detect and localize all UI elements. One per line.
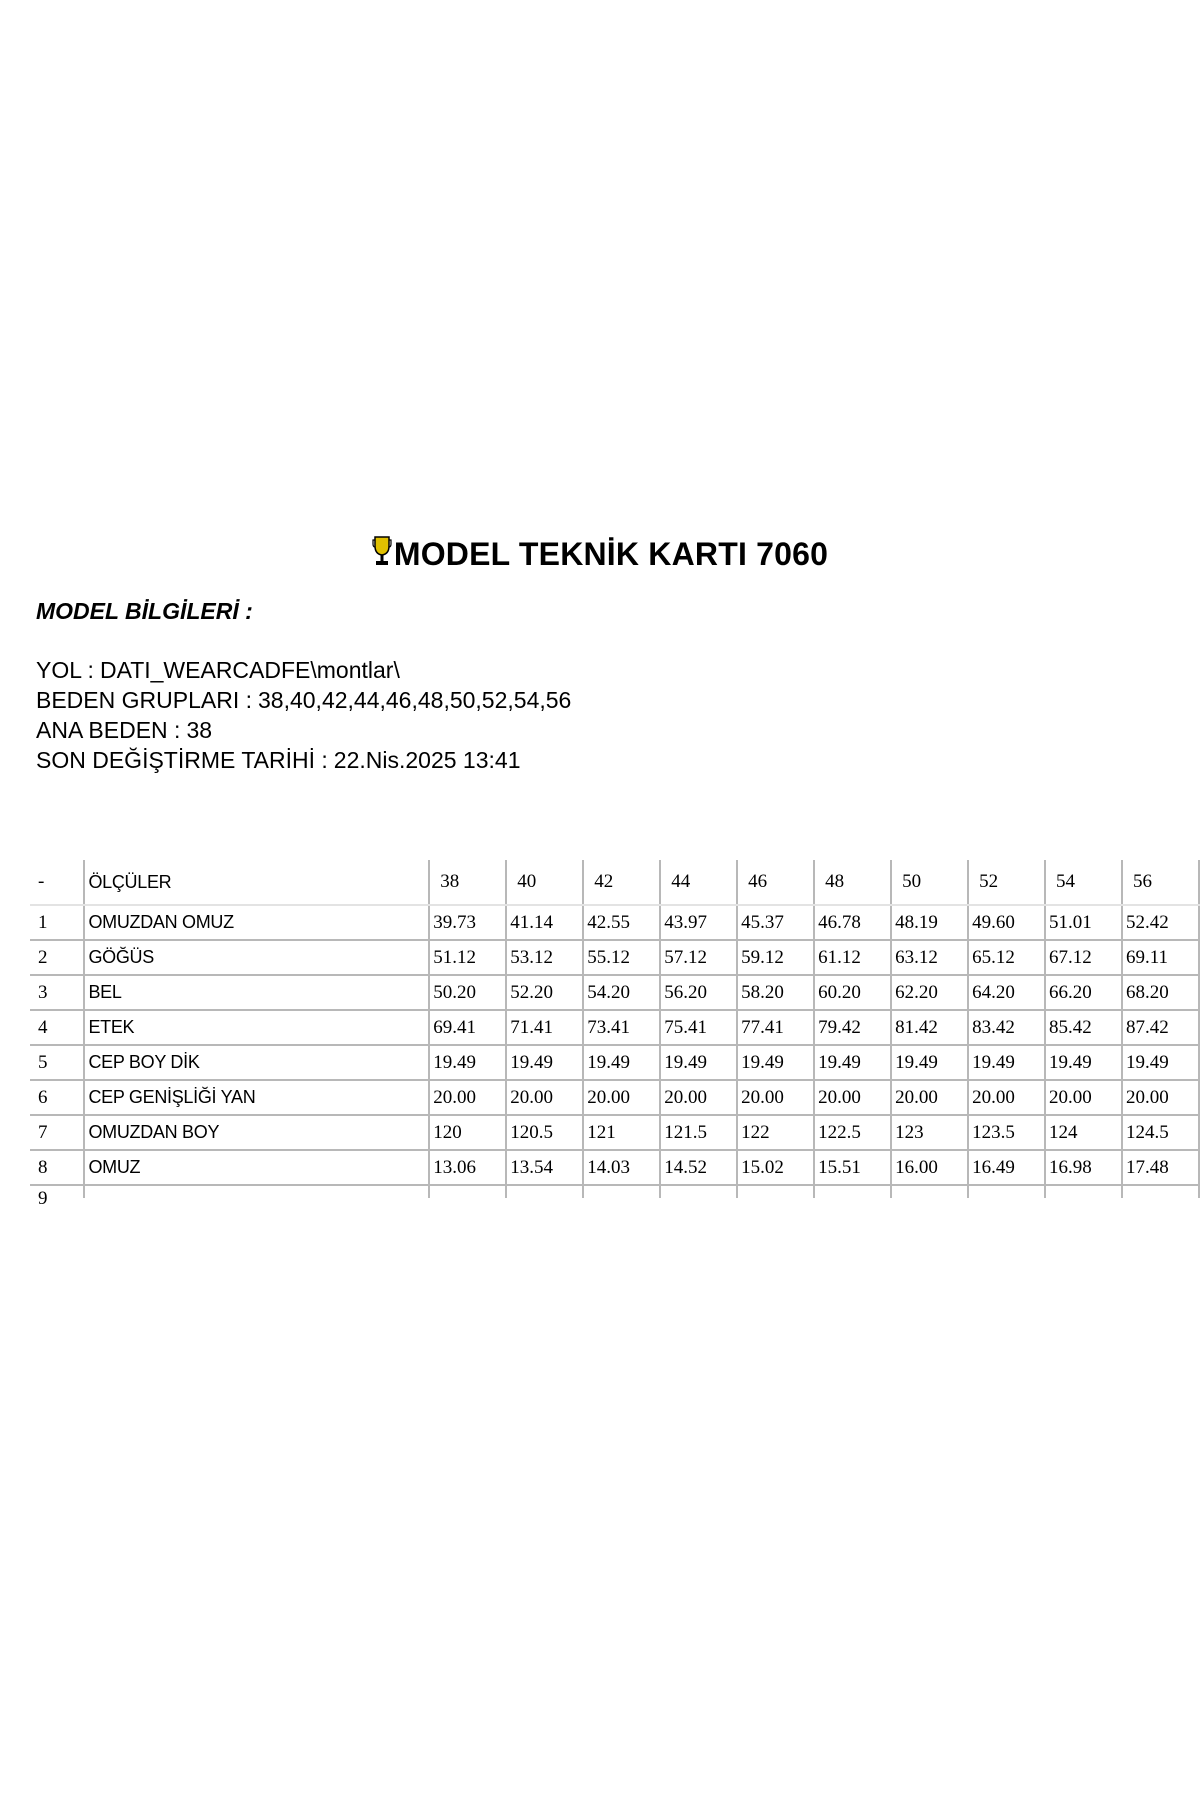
measurement-value: 16.98 <box>1045 1150 1122 1185</box>
measurement-value: 63.12 <box>891 940 968 975</box>
measurement-name: OMUZ <box>84 1150 429 1185</box>
measurement-value: 69.41 <box>429 1010 506 1045</box>
header-size-48: 48 <box>814 860 891 905</box>
row-index: 4 <box>30 1010 84 1045</box>
table-row <box>30 940 1199 975</box>
field-ana-beden: ANA BEDEN : 38 <box>36 717 213 743</box>
measurement-value: 19.49 <box>1122 1045 1199 1080</box>
measurement-value: 20.00 <box>506 1080 583 1115</box>
measurement-table <box>30 860 1200 1209</box>
measurement-name: OMUZDAN BOY <box>84 1115 429 1150</box>
header-size-44: 44 <box>660 860 737 905</box>
row-index: 5 <box>30 1045 84 1080</box>
header-index: - <box>30 860 84 905</box>
measurement-value: 120 <box>429 1115 506 1150</box>
field-son-degistirme-tarihi: SON DEĞİŞTİRME TARİHİ : 22.Nis.2025 13:41 <box>36 747 521 773</box>
header-size-46: 46 <box>737 860 814 905</box>
table-row <box>30 975 1199 1010</box>
measurement-name: CEP BOY DİK <box>84 1045 429 1080</box>
table-row <box>30 1010 1199 1045</box>
header-size-54: 54 <box>1045 860 1122 905</box>
page-title <box>0 535 1200 573</box>
measurement-value: 60.20 <box>814 975 891 1010</box>
measurement-value: 20.00 <box>968 1080 1045 1115</box>
measurement-value: 20.00 <box>429 1080 506 1115</box>
row-index: 9 <box>38 1188 48 1209</box>
measurement-value: 19.49 <box>429 1045 506 1080</box>
measurement-value: 46.78 <box>814 905 891 940</box>
measurement-value: 124 <box>1045 1115 1122 1150</box>
measurement-value: 19.49 <box>506 1045 583 1080</box>
row-index: 1 <box>30 905 84 940</box>
measurement-name: GÖĞÜS <box>84 940 429 975</box>
measurement-value: 13.06 <box>429 1150 506 1185</box>
measurement-value: 41.14 <box>506 905 583 940</box>
header-size-50: 50 <box>891 860 968 905</box>
measurement-value: 20.00 <box>737 1080 814 1115</box>
row-index: 7 <box>30 1115 84 1150</box>
measurement-value: 69.11 <box>1122 940 1199 975</box>
measurement-value: 16.49 <box>968 1150 1045 1185</box>
field-yol: YOL : DATI_WEARCADFE\montlar\ <box>36 657 400 683</box>
measurement-value: 121 <box>583 1115 660 1150</box>
measurement-name: OMUZDAN OMUZ <box>84 905 429 940</box>
measurement-value: 66.20 <box>1045 975 1122 1010</box>
table-row <box>30 1150 1199 1185</box>
model-info-fields <box>36 655 571 775</box>
measurement-value: 87.42 <box>1122 1010 1199 1045</box>
measurement-value: 75.41 <box>660 1010 737 1045</box>
row-index: 8 <box>30 1150 84 1185</box>
measurement-value: 20.00 <box>660 1080 737 1115</box>
measurement-value: 20.00 <box>583 1080 660 1115</box>
measurement-value: 39.73 <box>429 905 506 940</box>
table-row <box>30 905 1199 940</box>
measurement-value: 52.20 <box>506 975 583 1010</box>
row-index: 3 <box>30 975 84 1010</box>
row-index: 2 <box>30 940 84 975</box>
measurement-value: 123.5 <box>968 1115 1045 1150</box>
measurement-value: 68.20 <box>1122 975 1199 1010</box>
measurement-value: 54.20 <box>583 975 660 1010</box>
measurement-value: 20.00 <box>1122 1080 1199 1115</box>
measurement-value: 52.42 <box>1122 905 1199 940</box>
header-olculer: ÖLÇÜLER <box>84 860 429 905</box>
measurement-value: 71.41 <box>506 1010 583 1045</box>
measurement-name: BEL <box>84 975 429 1010</box>
measurement-value: 20.00 <box>814 1080 891 1115</box>
table-row <box>30 1080 1199 1115</box>
measurement-value: 67.12 <box>1045 940 1122 975</box>
measurement-value: 48.19 <box>891 905 968 940</box>
measurement-value: 14.52 <box>660 1150 737 1185</box>
measurement-value: 121.5 <box>660 1115 737 1150</box>
header-size-52: 52 <box>968 860 1045 905</box>
measurement-value: 14.03 <box>583 1150 660 1185</box>
measurement-value: 15.02 <box>737 1150 814 1185</box>
model-info-heading: MODEL BİLGİLERİ : <box>36 598 253 624</box>
measurement-value: 122.5 <box>814 1115 891 1150</box>
table-row <box>30 1045 1199 1080</box>
measurement-value: 73.41 <box>583 1010 660 1045</box>
measurement-value: 49.60 <box>968 905 1045 940</box>
measurement-value: 56.20 <box>660 975 737 1010</box>
measurement-value: 17.48 <box>1122 1150 1199 1185</box>
measurement-value: 20.00 <box>1045 1080 1122 1115</box>
measurement-value: 50.20 <box>429 975 506 1010</box>
measurement-value: 123 <box>891 1115 968 1150</box>
measurement-value: 19.49 <box>891 1045 968 1080</box>
measurement-value: 19.49 <box>968 1045 1045 1080</box>
measurement-value: 61.12 <box>814 940 891 975</box>
measurement-value: 51.01 <box>1045 905 1122 940</box>
measurement-value: 42.55 <box>583 905 660 940</box>
measurement-value: 43.97 <box>660 905 737 940</box>
measurement-value: 19.49 <box>1045 1045 1122 1080</box>
measurement-value: 85.42 <box>1045 1010 1122 1045</box>
measurement-value: 45.37 <box>737 905 814 940</box>
measurement-value: 13.54 <box>506 1150 583 1185</box>
measurement-value: 16.00 <box>891 1150 968 1185</box>
measurement-name: CEP GENİŞLİĞİ YAN <box>84 1080 429 1115</box>
measurement-value: 19.49 <box>814 1045 891 1080</box>
measurement-value: 83.42 <box>968 1010 1045 1045</box>
header-size-40: 40 <box>506 860 583 905</box>
measurement-value: 57.12 <box>660 940 737 975</box>
measurement-value: 124.5 <box>1122 1115 1199 1150</box>
table-body <box>30 905 1199 1209</box>
table-row-partial <box>30 1185 1199 1198</box>
title-text: MODEL TEKNİK KARTI 7060 <box>393 536 829 572</box>
measurement-value: 79.42 <box>814 1010 891 1045</box>
measurement-value: 77.41 <box>737 1010 814 1045</box>
measurement-value: 15.51 <box>814 1150 891 1185</box>
measurement-value: 62.20 <box>891 975 968 1010</box>
trophy-icon <box>372 535 392 567</box>
measurement-value: 55.12 <box>583 940 660 975</box>
measurement-name: ETEK <box>84 1010 429 1045</box>
measurement-value: 81.42 <box>891 1010 968 1045</box>
measurement-value: 19.49 <box>737 1045 814 1080</box>
measurement-value: 19.49 <box>660 1045 737 1080</box>
measurement-value: 65.12 <box>968 940 1045 975</box>
measurement-value: 51.12 <box>429 940 506 975</box>
field-beden-gruplari: BEDEN GRUPLARI : 38,40,42,44,46,48,50,52,54,56 <box>36 687 572 713</box>
measurement-value: 120.5 <box>506 1115 583 1150</box>
table-row <box>30 1115 1199 1150</box>
header-size-56: 56 <box>1122 860 1199 905</box>
measurement-value: 59.12 <box>737 940 814 975</box>
measurement-value: 20.00 <box>891 1080 968 1115</box>
header-size-38: 38 <box>429 860 506 905</box>
measurement-value: 64.20 <box>968 975 1045 1010</box>
measurement-value: 58.20 <box>737 975 814 1010</box>
header-size-42: 42 <box>583 860 660 905</box>
table-header-row <box>30 860 1199 905</box>
measurement-value: 53.12 <box>506 940 583 975</box>
measurement-value: 19.49 <box>583 1045 660 1080</box>
measurement-value: 122 <box>737 1115 814 1150</box>
row-index: 6 <box>30 1080 84 1115</box>
